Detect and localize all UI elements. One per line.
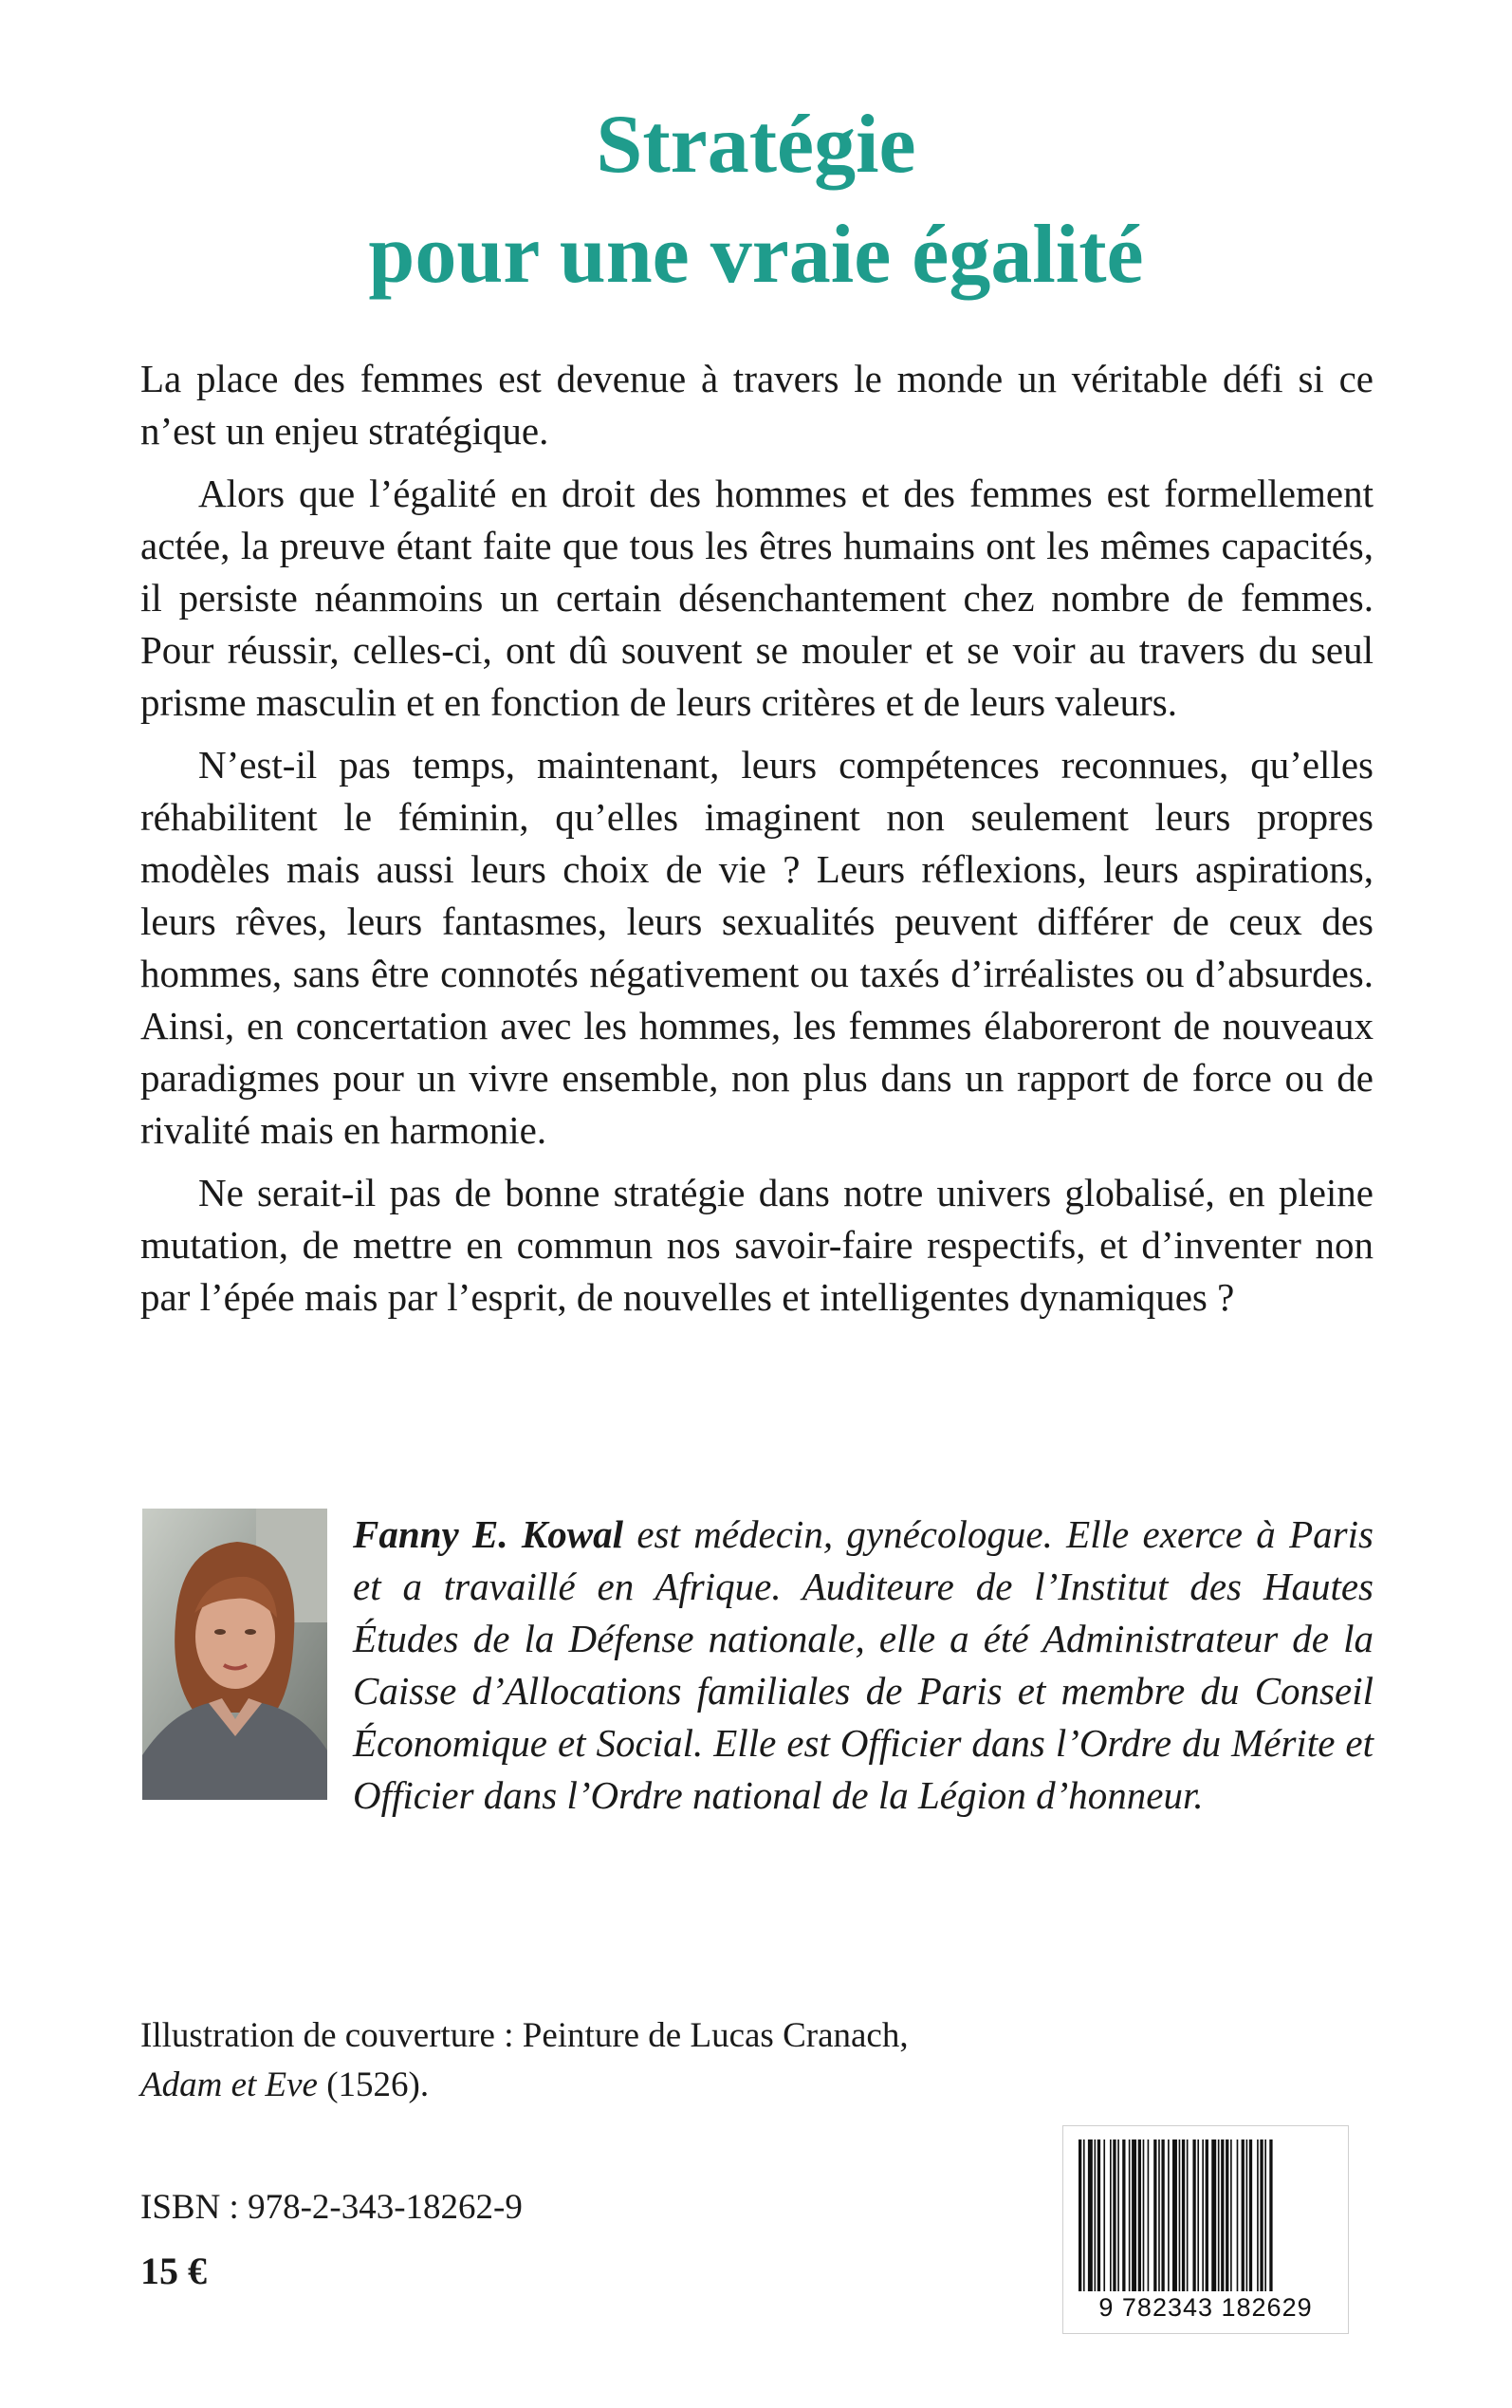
barcode-bar [1221,2139,1224,2291]
barcode-bar [1237,2139,1239,2291]
book-title [0,90,1512,310]
barcode-bar [1264,2139,1266,2291]
barcode-bar [1129,2139,1131,2291]
title-line-1: Stratégie [596,99,916,191]
barcode-bar [1083,2139,1085,2291]
barcode-bar [1122,2139,1125,2291]
barcode-bar [1257,2139,1259,2291]
author-name: Fanny E. Kowal [353,1512,624,1556]
barcode-bar [1168,2139,1170,2291]
credit-year: (1526). [317,2065,430,2104]
author-bio-text: est médecin, gynécologue. Elle exerce à Paris et a travaillé en Afrique. Auditeure de l’Institut des Hautes Études de la Défense nationale, elle a été Administrateur de la Caisse d’Allocations familiales de Paris et membre du Conseil Économique et Social. Elle est Officier dans l’Ordre du Mérite et Officier dans l’Ordre national de la Légion d’honneur. [353,1512,1374,1817]
title-line-2: pour une vraie égalité [368,209,1144,301]
barcode-bar [1218,2139,1220,2291]
blurb-paragraph-1: La place des femmes est devenue à travers le monde un véritable défi si ce n’est un enjeu stratégique. [140,357,1374,453]
barcode-bar [1148,2139,1150,2291]
barcode [1062,2125,1349,2334]
cover-credit [140,2011,909,2110]
barcode-bar [1097,2139,1100,2291]
barcode-bar [1079,2139,1081,2291]
blurb [140,353,1374,1334]
credit-artwork: Adam et Eve [140,2065,318,2104]
credit-line-2 [140,2061,909,2110]
barcode-bar [1202,2139,1204,2291]
barcode-bar [1230,2139,1232,2291]
barcode-bar [1206,2139,1208,2291]
barcode-bar [1269,2139,1272,2291]
author-photo [142,1509,327,1800]
barcode-bar [1182,2139,1185,2291]
barcode-bar [1179,2139,1181,2291]
barcode-bar [1249,2139,1252,2291]
barcode-bar [1103,2139,1105,2291]
barcode-bar [1143,2139,1145,2291]
barcode-bar [1117,2139,1119,2291]
barcode-bar [1172,2139,1177,2291]
blurb-paragraph-4: Ne serait-il pas de bonne stratégie dans notre univers globalisé, en pleine mutation, de mettre en commun nos savoir-faire respectifs, et d’inventer non par l’épée mais par l’esprit, de nouvelles et intelligentes dynamiques ? [140,1171,1374,1319]
barcode-bar [1138,2139,1141,2291]
barcode-bar [1192,2139,1195,2291]
barcode-bar [1113,2139,1116,2291]
barcode-bar [1260,2139,1263,2291]
barcode-bar [1161,2139,1164,2291]
blurb-paragraph-3: N’est-il pas temps, maintenant, leurs compétences reconnues, qu’elles réhabilitent le féminin, qu’elles imaginent non seulement leurs propres modèles mais aussi leurs choix de vie ? Leurs réflexions, leurs aspirations, leurs rêves, leurs fantasmes, leurs sexualités peuvent différer de ceux des hommes, sans être connotés négativement ou taxés d’irréalistes ou d’absurdes. Ainsi, en concertation avec les hommes, les femmes élaboreront de nouveaux paradigmes pour un vivre ensemble, non plus dans un rapport de force ou de rivalité mais en harmonie. [140,743,1374,1152]
barcode-bar [1088,2139,1093,2291]
barcode-bar [1095,2139,1097,2291]
author-bio [353,1509,1374,1822]
credit-line-1: Illustration de couverture : Peinture de Lucas Cranach, [140,2016,909,2055]
blurb-paragraph-2: Alors que l’égalité en droit des hommes et des femmes est formellement actée, la preuve étant faite que tous les êtres humains ont les mêmes capacités, il persiste néanmoins un certain désenchantement chez nombre de femmes. Pour réussir, celles-ci, ont dû souvent se mouler et se voir au travers du seul prisme masculin et en fonction de leurs critères et de leurs valeurs. [140,472,1374,724]
price: 15 € [140,2250,207,2292]
barcode-digits: 9 782343 182629 [1098,2293,1313,2322]
barcode-bars-icon [1079,2139,1333,2291]
barcode-bar [1226,2139,1228,2291]
barcode-bar [1211,2139,1216,2291]
barcode-bar [1246,2139,1248,2291]
barcode-bar [1110,2139,1112,2291]
author-portrait-icon [142,1509,327,1800]
barcode-bar [1242,2139,1245,2291]
barcode-bar [1132,2139,1136,2291]
barcode-bar [1153,2139,1156,2291]
barcode-bar [1158,2139,1160,2291]
barcode-bar [1187,2139,1189,2291]
isbn: ISBN : 978-2-343-18262-9 [140,2188,523,2227]
barcode-bar [1197,2139,1199,2291]
